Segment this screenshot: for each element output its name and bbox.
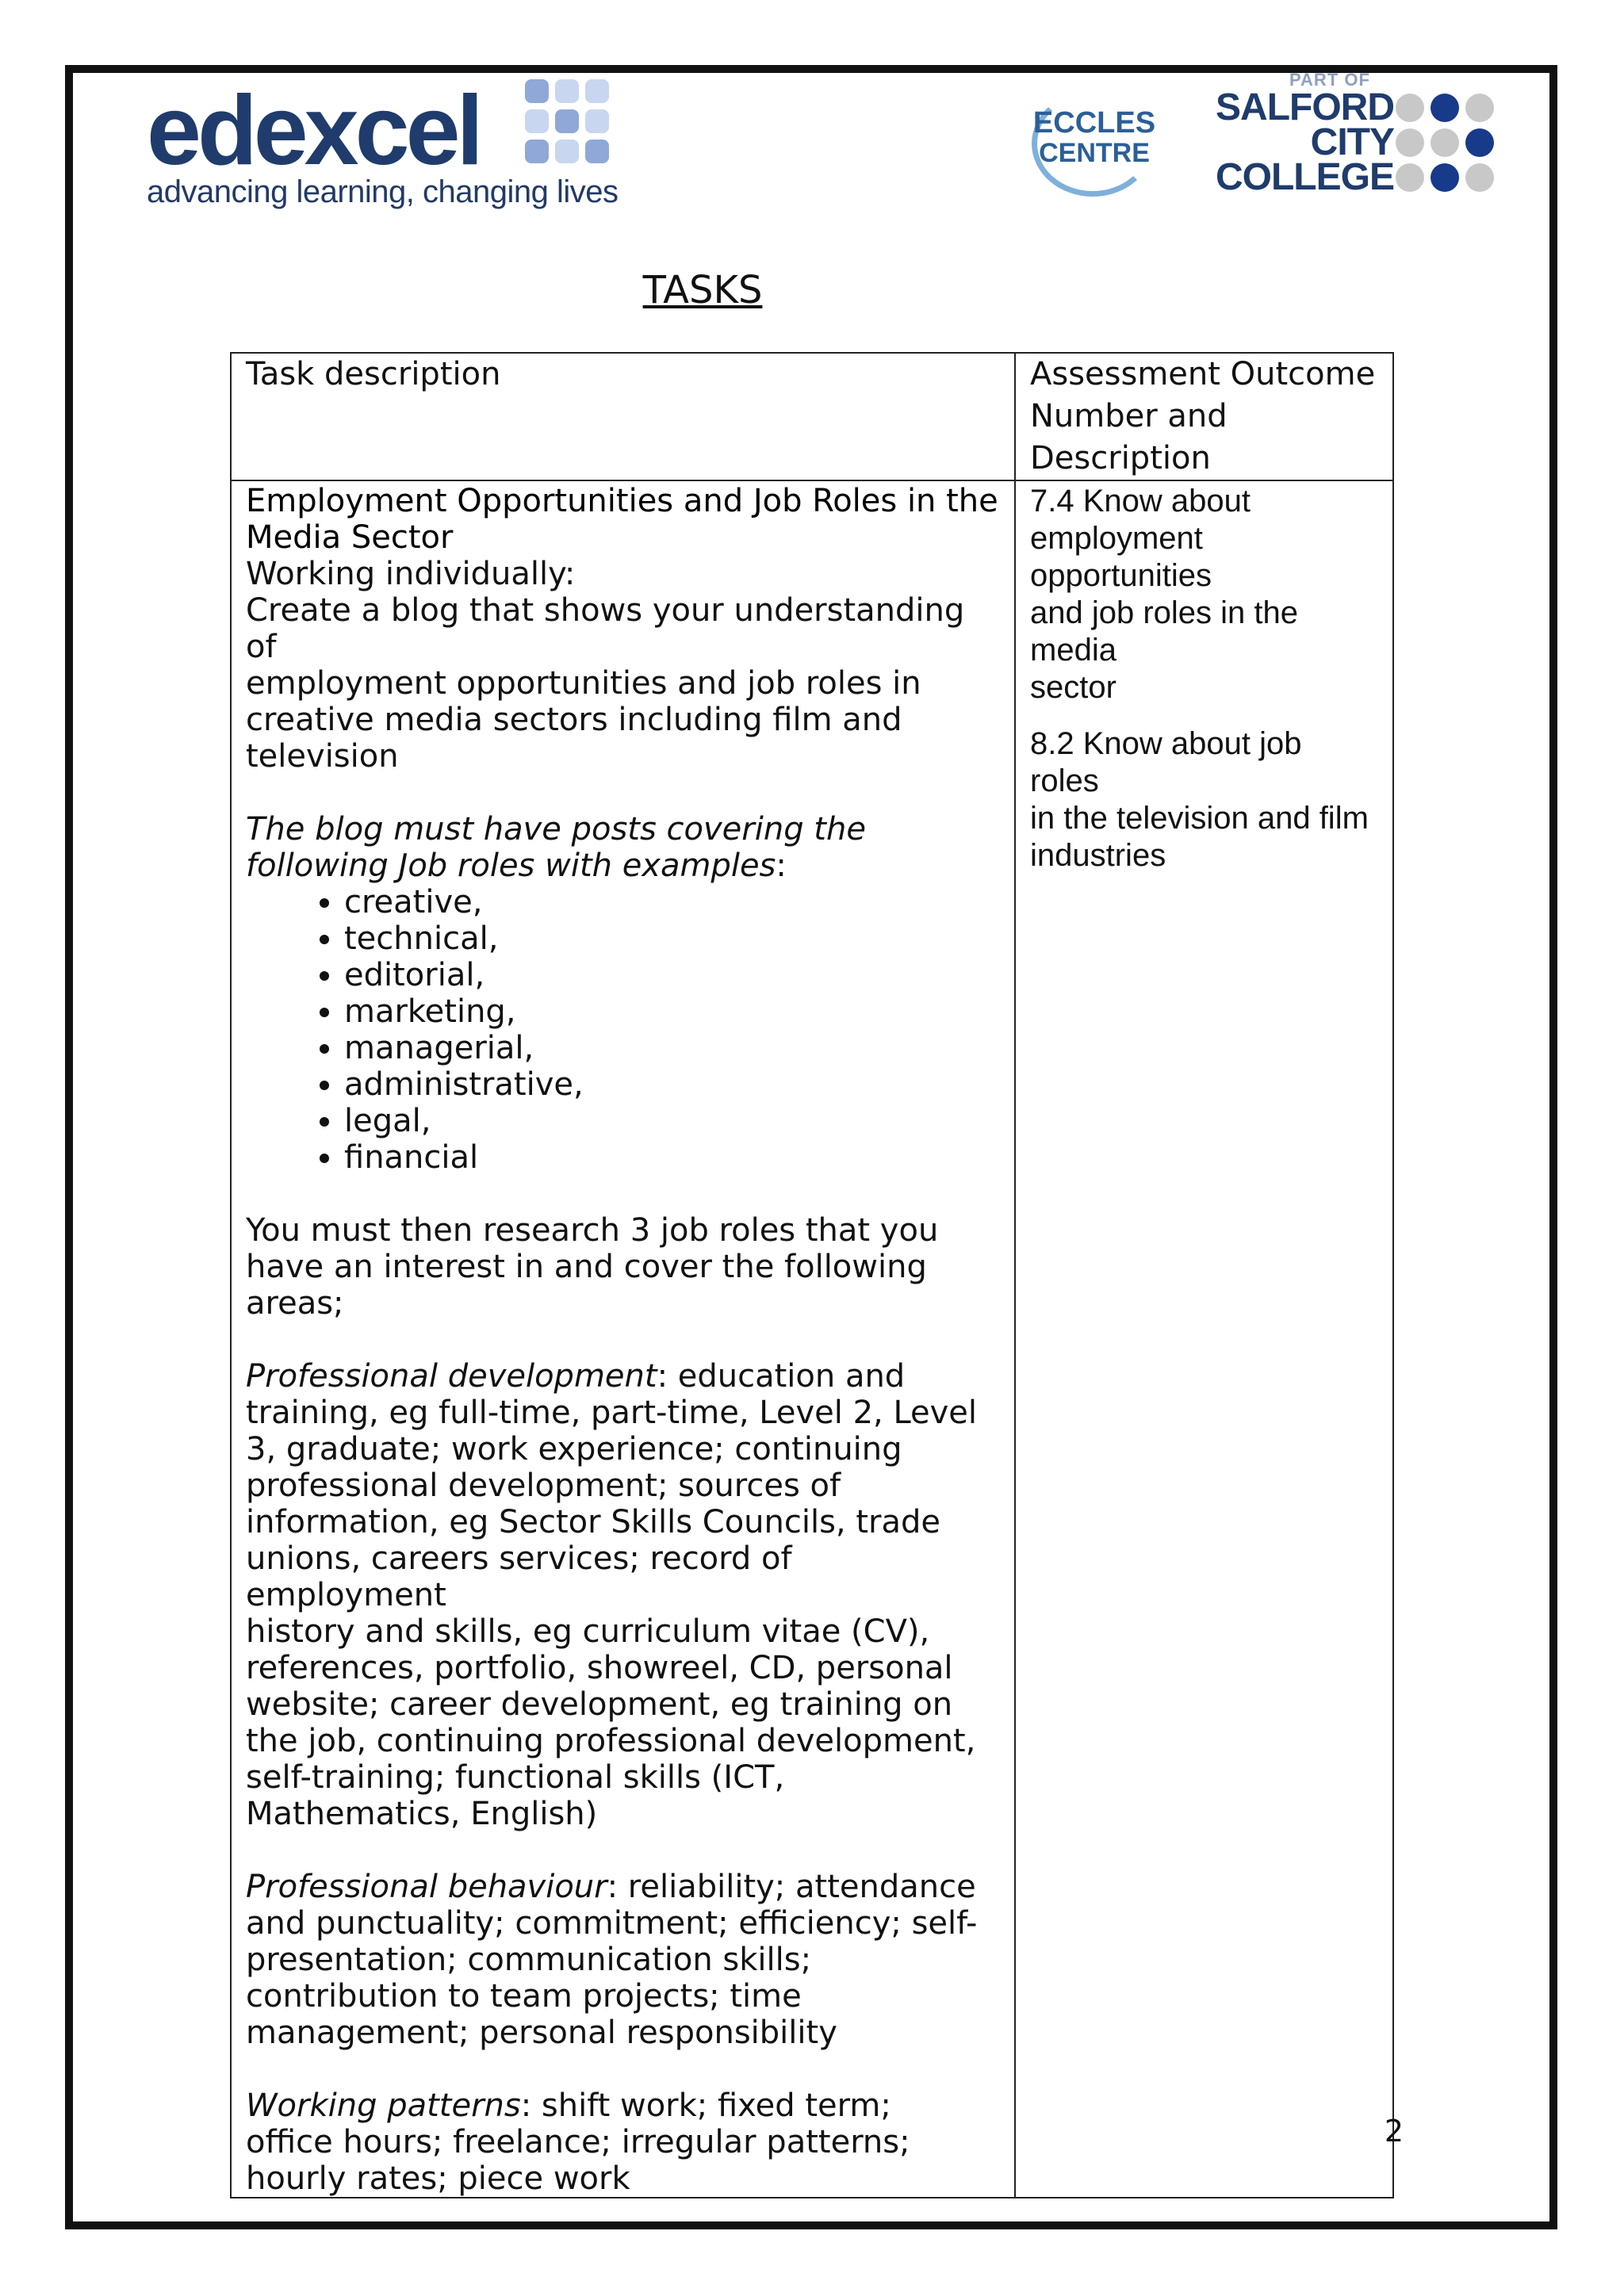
prof-dev-line: references, portfolio, showreel, CD, personal xyxy=(246,1650,953,1686)
task-intro-line: Create a blog that shows your understanding of xyxy=(246,592,965,665)
table-row xyxy=(231,480,1393,2198)
blog-must-line-1: The blog must have posts covering the xyxy=(246,811,866,848)
salford-dots-row-1-icon xyxy=(1396,94,1496,122)
prof-dev-line: information, eg Sector Skills Councils, trade xyxy=(246,1504,940,1540)
city-word: CITY xyxy=(1310,121,1394,163)
prof-beh-line: management; personal responsibility xyxy=(246,2015,837,2051)
assessment-outcome-header xyxy=(1015,353,1393,480)
salford-city-college-logo xyxy=(1213,70,1499,205)
salford-dots-row-2-icon xyxy=(1396,128,1496,157)
outcome-header-line-2: Number and Description xyxy=(1030,398,1228,476)
professional-behaviour-label: Professional behaviour xyxy=(246,1869,607,1905)
table-header-row xyxy=(231,353,1393,480)
professional-behaviour-text: : reliability; attendance xyxy=(607,1869,976,1905)
working-patterns-label: Working patterns xyxy=(246,2087,521,2124)
edexcel-grid-icon xyxy=(525,79,612,166)
task-header-label: Task description xyxy=(246,356,501,392)
prof-dev-line: self-training; functional skills (ICT, xyxy=(246,1759,785,1796)
eccles-line-2: CENTRE xyxy=(1039,138,1150,168)
task-description-cell xyxy=(231,480,1015,2198)
prof-dev-line: Mathematics, English) xyxy=(246,1796,598,1832)
working-patterns-text: : shift work; fixed term; xyxy=(520,2087,891,2124)
professional-development-label: Professional development xyxy=(246,1358,657,1395)
outcome-7-4-line: employment opportunities xyxy=(1030,521,1212,593)
research-line: You must then research 3 job roles that you xyxy=(246,1212,939,1249)
salford-word: SALFORD xyxy=(1216,86,1394,128)
list-item: • legal, xyxy=(344,1103,1000,1139)
assessment-outcome-cell xyxy=(1015,480,1393,2198)
salford-dots-row-3-icon xyxy=(1396,163,1496,192)
list-item: • creative, xyxy=(344,884,1000,920)
list-item: • editorial, xyxy=(344,957,1000,993)
task-intro-line: employment opportunities and job roles in xyxy=(246,665,921,702)
list-item: • administrative, xyxy=(344,1066,1000,1103)
tasks-table xyxy=(230,352,1394,2198)
list-item: • marketing, xyxy=(344,993,1000,1030)
research-line: areas; xyxy=(246,1285,344,1322)
work-pat-line: hourly rates; piece work xyxy=(246,2160,630,2197)
blog-must-line-2: following Job roles with examples xyxy=(246,848,776,884)
outcome-7-4-line: and job roles in the media xyxy=(1030,595,1299,668)
prof-dev-line: training, eg full-time, part-time, Level 2, Level xyxy=(246,1395,978,1431)
professional-behaviour-first-line xyxy=(246,1869,1000,1905)
list-item: • technical, xyxy=(344,920,1000,957)
page-title: TASKS xyxy=(642,268,763,312)
work-pat-line: office hours; freelance; irregular patterns; xyxy=(246,2124,910,2160)
college-word: COLLEGE xyxy=(1215,156,1394,198)
task-heading-line-1: Employment Opportunities and Job Roles in the xyxy=(246,483,998,519)
prof-beh-line: presentation; communication skills; xyxy=(246,1942,812,1978)
edexcel-tagline: advancing learning, changing lives xyxy=(147,174,619,209)
outcome-8-2-line: in the television and film xyxy=(1030,801,1369,836)
task-intro-line: television xyxy=(246,738,399,775)
outcome-header-line-1: Assessment Outcome xyxy=(1030,356,1376,392)
page-number: 2 xyxy=(1384,2114,1404,2149)
outcome-8-2-line: 8.2 Know about job roles xyxy=(1030,726,1302,798)
prof-dev-line: history and skills, eg curriculum vitae (CV), xyxy=(246,1613,930,1650)
outcome-8-2-line: industries xyxy=(1030,838,1166,873)
task-heading-line-2: Media Sector xyxy=(246,519,454,556)
blog-must-colon: : xyxy=(776,848,787,884)
professional-development-text: : education and xyxy=(657,1358,906,1395)
eccles-line-1: ECCLES xyxy=(1032,106,1156,140)
salford-part-of: PART OF xyxy=(1289,70,1370,90)
list-item: • managerial, xyxy=(344,1030,1000,1066)
prof-beh-line: contribution to team projects; time xyxy=(246,1978,802,2015)
task-intro-line: creative media sectors including film and xyxy=(246,702,902,738)
prof-dev-line: 3, graduate; work experience; continuing xyxy=(246,1431,902,1468)
outcome-7-4-line: 7.4 Know about xyxy=(1030,484,1251,519)
prof-beh-line: and punctuality; commitment; efficiency; self- xyxy=(246,1905,978,1942)
prof-dev-line: unions, careers services; record of employment xyxy=(246,1540,792,1613)
job-roles-list xyxy=(246,884,1000,1176)
list-item: • financial xyxy=(344,1139,1000,1176)
prof-dev-line: professional development; sources of xyxy=(246,1468,841,1504)
eccles-centre-logo xyxy=(1027,89,1162,192)
professional-development-first-line xyxy=(246,1358,1000,1395)
edexcel-wordmark: edexcel xyxy=(147,76,481,186)
working-individually: Working individually: xyxy=(246,556,576,592)
prof-dev-line: the job, continuing professional development, xyxy=(246,1723,976,1759)
prof-dev-line: website; career development, eg training on xyxy=(246,1686,953,1723)
working-patterns-first-line xyxy=(246,2087,1000,2124)
blog-must-line-2-wrap xyxy=(246,848,1000,884)
task-description-header xyxy=(231,353,1015,480)
research-line: have an interest in and cover the following xyxy=(246,1249,927,1285)
outcome-7-4-line: sector xyxy=(1030,670,1116,705)
